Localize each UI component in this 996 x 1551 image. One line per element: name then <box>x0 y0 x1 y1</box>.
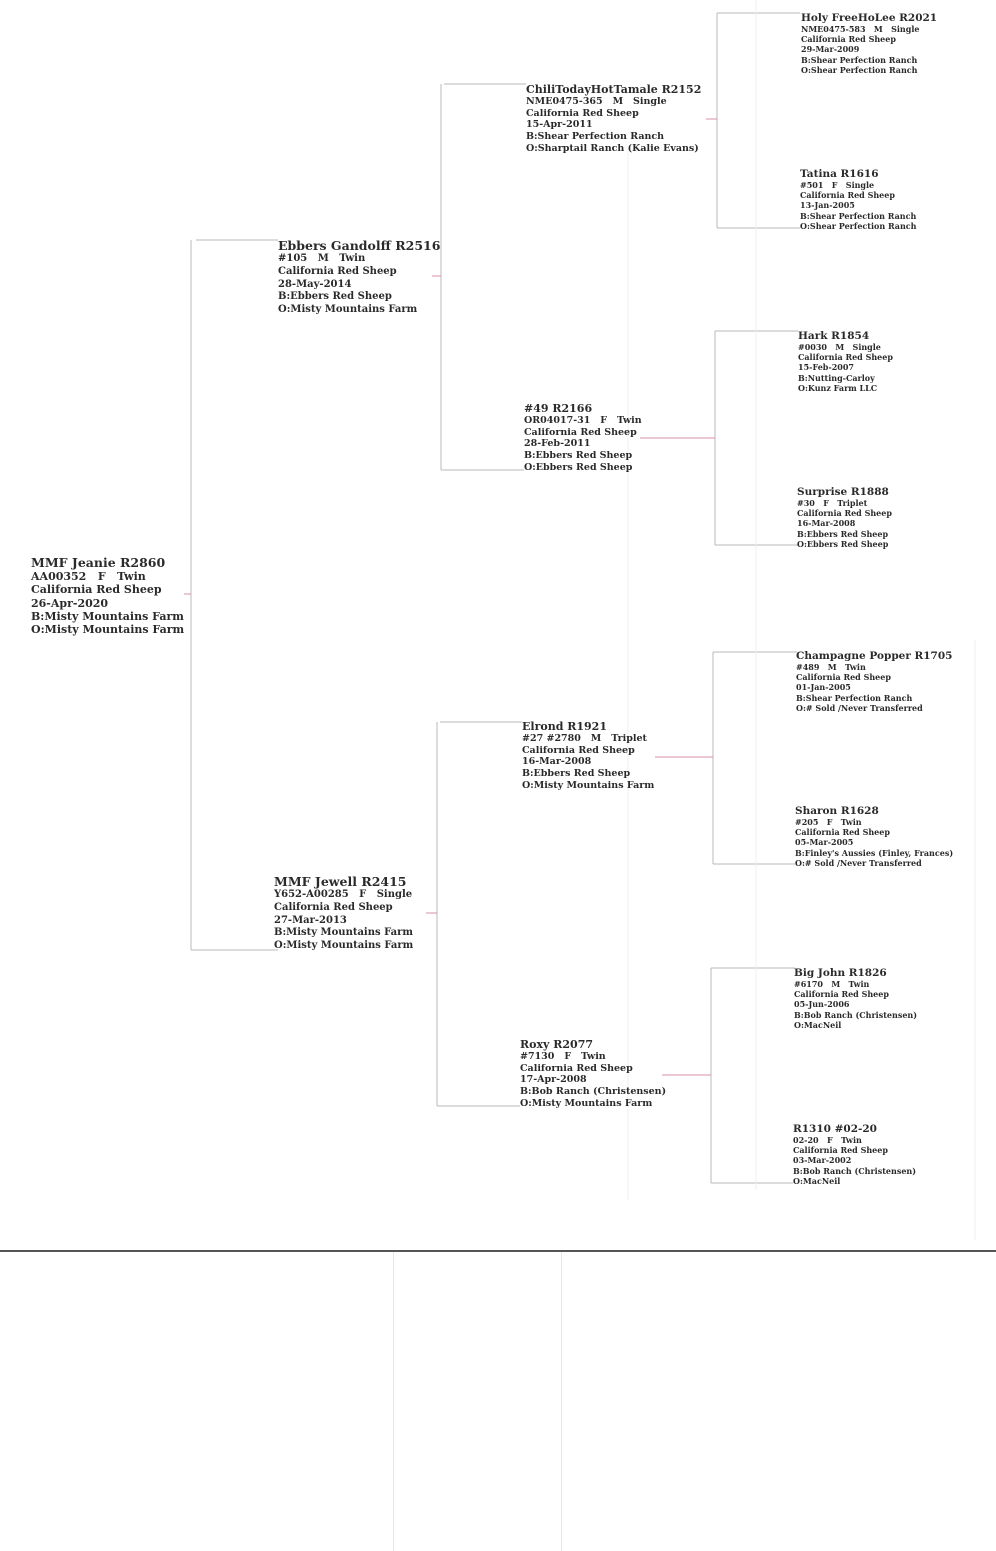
dam-sire-dam-animal <box>795 805 953 868</box>
animal-id-sex-birth: #105 M Twin <box>278 253 366 264</box>
animal-breed: California Red Sheep <box>274 901 393 913</box>
animal-breed: California Red Sheep <box>526 107 639 119</box>
animal-name: Tatina R1616 <box>800 168 879 180</box>
animal-breed: California Red Sheep <box>522 744 635 756</box>
animal-owner: O:Shear Perfection Ranch <box>800 220 917 231</box>
animal-owner: O:Ebbers Red Sheep <box>797 538 889 549</box>
animal-id-sex-birth: NME0475-583 M Single <box>801 24 920 34</box>
animal-birthdate: 17-Apr-2008 <box>520 1074 587 1086</box>
animal-breeder: B:Ebbers Red Sheep <box>278 291 392 303</box>
animal-owner: O:Misty Mountains Farm <box>520 1097 653 1109</box>
bracket-dam-sire <box>713 652 797 864</box>
animal-birthdate: 13-Jan-2005 <box>800 200 855 211</box>
bracket-sire-sire <box>717 13 800 228</box>
animal-id-sex-birth: #27 #2780 M Triplet <box>522 733 647 744</box>
animal-birthdate: 26-Apr-2020 <box>31 596 109 610</box>
animal-birthdate: 28-Feb-2011 <box>524 438 591 450</box>
animal-breeder: B:Shear Perfection Ranch <box>801 54 918 65</box>
animal-owner: O:MacNeil <box>793 1175 841 1186</box>
animal-birthdate: 28-May-2014 <box>278 278 352 290</box>
animal-breed: California Red Sheep <box>31 583 162 597</box>
animal-birthdate: 15-Apr-2011 <box>526 119 593 131</box>
animal-breeder: B:Shear Perfection Ranch <box>800 210 917 221</box>
bracket-dam <box>437 722 522 1106</box>
animal-breed: California Red Sheep <box>795 827 890 838</box>
animal-breeder: B:Bob Ranch (Christensen) <box>520 1086 667 1098</box>
animal-owner: O:# Sold /Never Transferred <box>796 702 923 713</box>
sire-sire-animal <box>526 83 701 155</box>
animal-breed: California Red Sheep <box>798 352 893 363</box>
animal-breed: California Red Sheep <box>796 672 891 683</box>
dam-sire-animal <box>522 720 654 792</box>
animal-owner: O:Misty Mountains Farm <box>274 940 414 952</box>
animal-birthdate: 29-Mar-2009 <box>801 44 860 55</box>
animal-breed: California Red Sheep <box>800 190 895 201</box>
animal-id-sex-birth: #501 F Single <box>800 180 875 190</box>
animal-birthdate: 16-Mar-2008 <box>797 518 856 529</box>
animal-name: Roxy R2077 <box>520 1038 594 1051</box>
animal-breed: California Red Sheep <box>278 265 397 277</box>
animal-breed: California Red Sheep <box>794 989 889 1000</box>
animal-id-sex-birth: #7130 F Twin <box>520 1051 606 1062</box>
sire-animal <box>278 238 440 317</box>
animal-name: Ebbers Gandolff R2516 <box>278 238 441 253</box>
animal-name: Elrond R1921 <box>522 720 607 733</box>
dam-animal <box>274 874 413 953</box>
animal-birthdate: 05-Jun-2006 <box>794 999 850 1010</box>
scan-fold-line <box>561 1252 562 1551</box>
animal-id-sex-birth: Y652-A00285 F Single <box>274 889 413 900</box>
animal-birthdate: 27-Mar-2013 <box>274 914 347 926</box>
animal-breeder: B:Misty Mountains Farm <box>274 927 413 939</box>
animal-name: Sharon R1628 <box>795 805 879 817</box>
sire-dam-animal <box>524 402 642 474</box>
animal-breed: California Red Sheep <box>801 34 896 45</box>
sire-dam-dam-animal <box>797 486 892 549</box>
sire-sire-sire-animal <box>801 12 937 75</box>
animal-id-sex-birth: AA00352 F Twin <box>31 570 146 583</box>
subject-animal <box>31 555 184 636</box>
animal-birthdate: 15-Feb-2007 <box>798 362 854 373</box>
dam-dam-dam-animal <box>793 1123 916 1186</box>
animal-id-sex-birth: #0030 M Single <box>798 342 881 352</box>
page-bottom-edge <box>0 1250 996 1252</box>
animal-breeder: B:Misty Mountains Farm <box>31 609 184 623</box>
animal-owner: O:# Sold /Never Transferred <box>795 857 922 868</box>
dam-dam-animal <box>520 1038 666 1110</box>
animal-breeder: B:Shear Perfection Ranch <box>796 692 913 703</box>
animal-name: ChiliTodayHotTamale R2152 <box>526 83 702 96</box>
animal-breed: California Red Sheep <box>524 426 637 438</box>
animal-name: R1310 #02-20 <box>793 1123 877 1135</box>
animal-birthdate: 03-Mar-2002 <box>793 1155 852 1166</box>
bracket-subject <box>191 240 278 950</box>
animal-birthdate: 05-Mar-2005 <box>795 837 854 848</box>
animal-id-sex-birth: #6170 M Twin <box>794 979 870 989</box>
animal-breed: California Red Sheep <box>520 1062 633 1074</box>
dam-sire-sire-animal <box>796 650 952 713</box>
animal-owner: O:Misty Mountains Farm <box>278 304 418 316</box>
animal-name: Champagne Popper R1705 <box>796 650 953 662</box>
animal-breed: California Red Sheep <box>793 1145 888 1156</box>
scan-fold-line <box>393 1252 394 1551</box>
animal-name: #49 R2166 <box>524 402 593 415</box>
animal-owner: O:Misty Mountains Farm <box>31 623 185 637</box>
animal-breeder: B:Finley's Aussies (Finley, Frances) <box>795 847 954 858</box>
animal-owner: O:Ebbers Red Sheep <box>524 461 633 473</box>
animal-breeder: B:Ebbers Red Sheep <box>522 768 631 780</box>
animal-owner: O:MacNeil <box>794 1019 842 1030</box>
bracket-sire <box>441 84 526 470</box>
animal-id-sex-birth: 02-20 F Twin <box>793 1135 862 1145</box>
animal-name: Surprise R1888 <box>797 486 889 498</box>
animal-name: Big John R1826 <box>794 967 887 979</box>
animal-breeder: B:Ebbers Red Sheep <box>797 528 889 539</box>
animal-id-sex-birth: #30 F Triplet <box>797 498 868 508</box>
animal-breeder: B:Ebbers Red Sheep <box>524 450 633 462</box>
sire-dam-sire-animal <box>798 330 893 393</box>
dam-dam-sire-animal <box>794 967 917 1030</box>
animal-owner: O:Kunz Farm LLC <box>798 382 878 393</box>
animal-id-sex-birth: OR04017-31 F Twin <box>524 415 642 426</box>
animal-name: Hark R1854 <box>798 330 870 342</box>
animal-breeder: B:Bob Ranch (Christensen) <box>793 1165 917 1176</box>
animal-breeder: B:Nutting-Carloy <box>798 372 875 383</box>
animal-id-sex-birth: NME0475-365 M Single <box>526 96 667 107</box>
bracket-dam-dam <box>711 968 795 1183</box>
animal-name: MMF Jeanie R2860 <box>31 555 166 570</box>
animal-owner: O:Sharptail Ranch (Kalie Evans) <box>526 142 699 154</box>
sire-sire-dam-animal <box>800 168 917 231</box>
animal-breeder: B:Shear Perfection Ranch <box>526 131 665 143</box>
animal-name: Holy FreeHoLee R2021 <box>801 12 938 24</box>
animal-birthdate: 16-Mar-2008 <box>522 756 592 768</box>
animal-birthdate: 01-Jan-2005 <box>796 682 851 693</box>
animal-id-sex-birth: #205 F Twin <box>795 817 862 827</box>
animal-owner: O:Shear Perfection Ranch <box>801 64 918 75</box>
animal-breed: California Red Sheep <box>797 508 892 519</box>
animal-id-sex-birth: #489 M Twin <box>796 662 866 672</box>
animal-owner: O:Misty Mountains Farm <box>522 779 655 791</box>
animal-name: MMF Jewell R2415 <box>274 874 407 889</box>
animal-breeder: B:Bob Ranch (Christensen) <box>794 1009 918 1020</box>
